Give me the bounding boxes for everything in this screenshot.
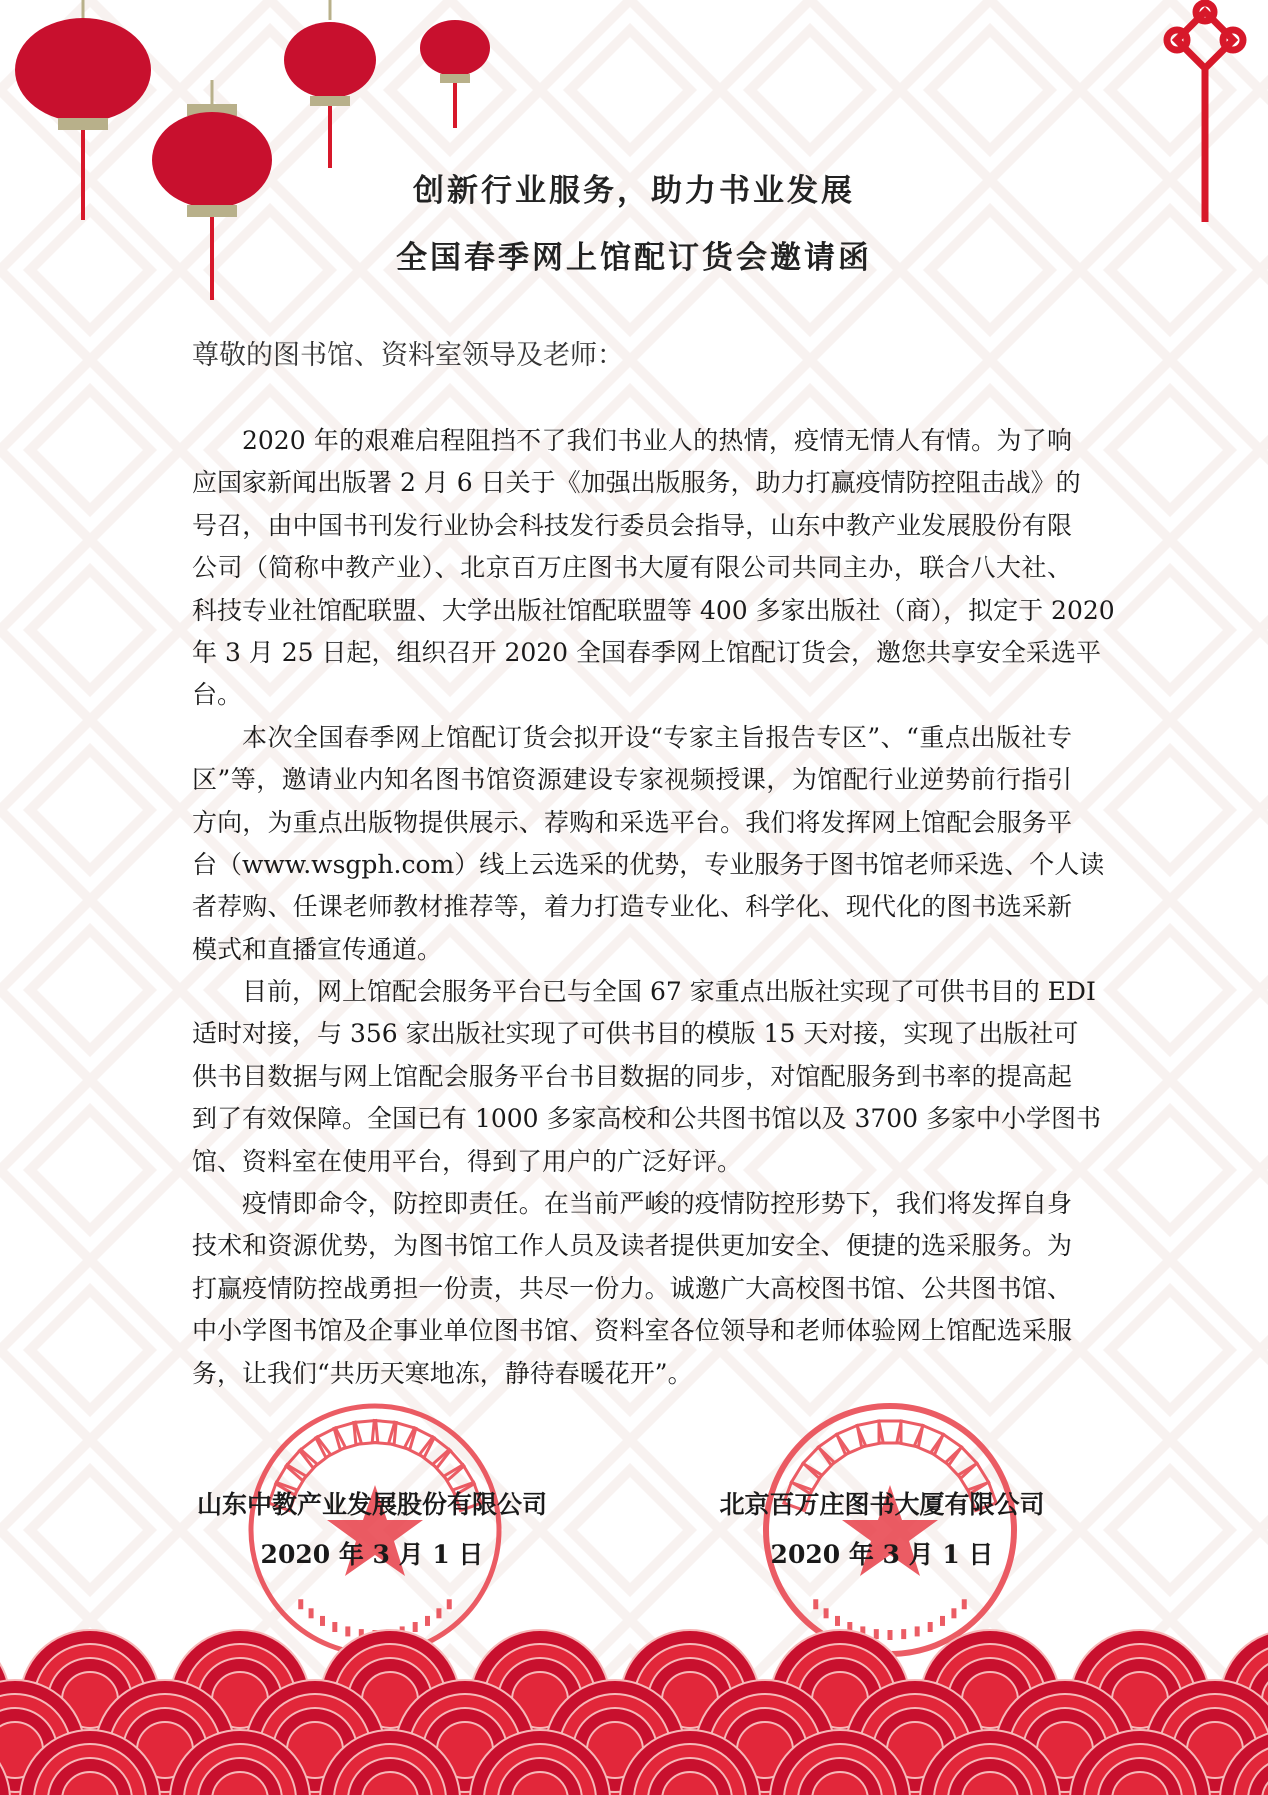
- seal-code-mark: [951, 1608, 956, 1618]
- paragraph-line: 台（www.wsgph.com）线上云选采的优势，专业服务于图书馆老师采选、个人读: [192, 849, 1105, 879]
- paragraph-line: 号召，由中国书刊发行业协会科技发行委员会指导，山东中教产业发展股份有限: [192, 510, 1072, 540]
- paragraph-line: 科技专业社馆配联盟、大学出版社馆配联盟等 400 多家出版社（商），拟定于 2020: [192, 595, 1115, 625]
- cloud-wave-decoration: [0, 1620, 1268, 1795]
- paragraph-line: 技术和资源优势，为图书馆工作人员及读者提供更加安全、便捷的选采服务。为: [192, 1231, 1072, 1261]
- paragraph-line: 疫情即命令，防控即责任。在当前严峻的疫情防控形势下，我们将发挥自身: [242, 1189, 1072, 1219]
- paragraph-line: 中小学图书馆及企事业单位图书馆、资料室各位领导和老师体验网上馆配选采服: [192, 1316, 1072, 1346]
- lantern-icon: [284, 0, 376, 168]
- seal-code-mark: [813, 1599, 818, 1609]
- seal-code-mark: [962, 1599, 967, 1609]
- letter-body: [192, 420, 1115, 1395]
- paragraph-line: 馆、资料室在使用平台，得到了用户的广泛好评。: [192, 1146, 743, 1176]
- paragraph-line: 打赢疫情防控战勇担一份责，共尽一份力。诚邀广大高校图书馆、公共图书馆、: [192, 1273, 1072, 1303]
- seal-code-mark: [309, 1608, 314, 1618]
- signature-date: 2020 年 3 月 1 日: [770, 1540, 994, 1569]
- paragraph-line: 公司（简称中教产业）、北京百万庄图书大厦有限公司共同主办，联合八大社、: [192, 553, 1072, 583]
- page-subtitle: 全国春季网上馆配订货会邀请函: [396, 240, 872, 276]
- paragraph-line: 区”等，邀请业内知名图书馆资源建设专家视频授课，为馆配行业逆势前行指引: [192, 765, 1072, 795]
- seal-code-mark: [447, 1599, 452, 1609]
- paragraph-line: 台。: [192, 680, 243, 710]
- paragraph-line: 到了有效保障。全国已有 1000 多家高校和公共图书馆以及 3700 多家中小学图书: [192, 1104, 1102, 1134]
- paragraph-line: 方向，为重点出版物提供展示、荐购和采选平台。我们将发挥网上馆配会服务平: [192, 807, 1072, 837]
- paragraph-line: 模式和直播宣传通道。: [192, 934, 443, 964]
- signature-right: [712, 1485, 1052, 1571]
- paragraph-line: 供书目数据与网上馆配会服务平台书目数据的同步，对馆配服务到书率的提高起: [192, 1061, 1072, 1091]
- company-name: 山东中教产业发展股份有限公司: [196, 1490, 547, 1519]
- seal-code-mark: [824, 1608, 829, 1618]
- paragraph-line: 者荐购、任课老师教材推荐等，着力打造专业化、科学化、现代化的图书选采新: [192, 892, 1072, 922]
- company-name: 北京百万庄图书大厦有限公司: [719, 1490, 1045, 1519]
- paragraph-line: 本次全国春季网上馆配订货会拟开设“专家主旨报告专区”、“重点出版社专: [242, 722, 1072, 752]
- paragraph-line: 适时对接，与 356 家出版社实现了可供书目的模版 15 天对接，实现了出版社可: [192, 1019, 1079, 1049]
- greeting: 尊敬的图书馆、资料室领导及老师：: [192, 340, 624, 371]
- seal-code-mark: [298, 1599, 303, 1609]
- lantern-icon: [420, 20, 490, 128]
- signature-left: [192, 1485, 552, 1571]
- paragraph-line: 务，让我们“共历天寒地冻，静待春暖花开”。: [192, 1358, 693, 1388]
- paragraph-line: 年 3 月 25 日起，组织召开 2020 全国春季网上馆配订货会，邀您共享安全采选平: [192, 637, 1102, 667]
- seal-code-mark: [436, 1608, 441, 1618]
- signature-date: 2020 年 3 月 1 日: [260, 1540, 484, 1569]
- paragraph-line: 目前，网上馆配会服务平台已与全国 67 家重点出版社实现了可供书目的 EDI: [242, 977, 1096, 1007]
- paragraph-line: 应国家新闻出版署 2 月 6 日关于《加强出版服务，助力打赢疫情防控阻击战》的: [192, 468, 1081, 498]
- page-title: 创新行业服务，助力书业发展: [413, 173, 855, 209]
- paragraph-line: 2020 年的艰难启程阻挡不了我们书业人的热情，疫情无情人有情。为了响: [242, 426, 1072, 455]
